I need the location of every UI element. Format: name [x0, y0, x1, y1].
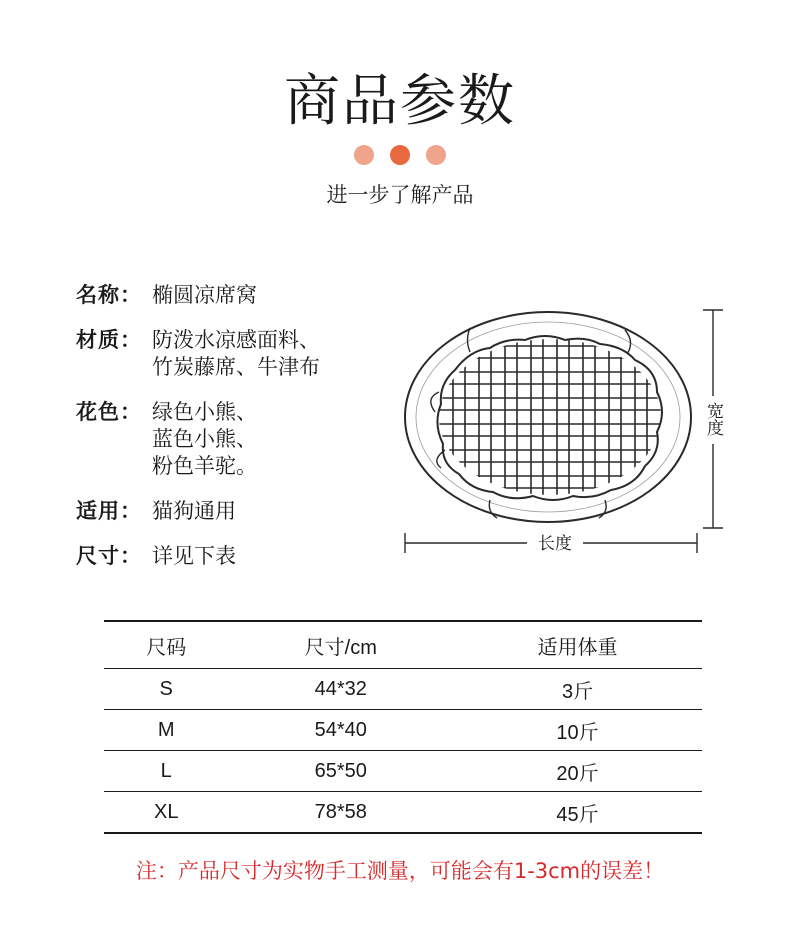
spec-label: 适用：: [76, 499, 142, 523]
measurement-note: 注：产品尺寸为实物手工测量，可能会有1-3cm的误差！: [135, 859, 665, 883]
table-row: [104, 669, 702, 710]
spec-value: 椭圆凉席窝: [152, 283, 257, 307]
size-cell: XL: [153, 800, 179, 823]
dimension-cell: 78*58: [314, 800, 367, 823]
spec-row-material: [76, 327, 406, 381]
spec-value: 猫狗通用: [152, 499, 236, 523]
spec-value: 绿色小熊、: [152, 400, 257, 424]
spec-label: 尺寸：: [76, 544, 142, 568]
width-label: 宽度: [703, 402, 723, 436]
size-cell: L: [160, 759, 172, 782]
column-header: 尺寸/cm: [304, 636, 377, 659]
spec-row-usage: [76, 498, 406, 525]
size-cell: S: [159, 677, 173, 700]
table-row: [104, 710, 702, 751]
page-subtitle: 进一步了解产品: [326, 183, 474, 207]
weight-cell: 10斤: [556, 721, 599, 744]
spec-value: 竹炭藤席、牛津布: [152, 355, 320, 379]
dimension-cell: 44*32: [314, 677, 367, 700]
dot-icon: [426, 145, 446, 165]
weight-cell: 20斤: [556, 762, 599, 785]
weight-cell: 3斤: [561, 680, 594, 703]
dot-icon: [354, 145, 374, 165]
dimension-cell: 65*50: [314, 759, 367, 782]
page-title: 商品参数: [284, 69, 516, 134]
spec-value: 防泼水凉感面料、: [152, 328, 320, 352]
spec-value: 蓝色小熊、: [152, 427, 257, 451]
table-row: [104, 751, 702, 792]
column-header: 适用体重: [537, 636, 618, 659]
column-header: 尺码: [146, 636, 187, 659]
spec-label: 花色：: [76, 400, 142, 424]
dot-icon: [390, 145, 410, 165]
spec-row-color: [76, 399, 406, 480]
pet-bed-diagram: [395, 300, 735, 562]
size-table: [104, 620, 702, 834]
weight-cell: 45斤: [556, 803, 599, 826]
spec-value: 粉色羊驼。: [152, 454, 257, 478]
spec-list: [76, 282, 406, 588]
length-label: 长度: [538, 534, 572, 554]
spec-value: 详见下表: [152, 544, 236, 568]
decorative-dots: [0, 145, 800, 165]
table-header-row: [104, 621, 702, 669]
spec-label: 名称：: [76, 283, 142, 307]
spec-row-name: [76, 282, 406, 309]
spec-row-size: [76, 543, 406, 570]
dimension-cell: 54*40: [314, 718, 367, 741]
size-cell: M: [157, 718, 175, 741]
table-row: [104, 792, 702, 834]
spec-label: 材质：: [76, 328, 142, 352]
